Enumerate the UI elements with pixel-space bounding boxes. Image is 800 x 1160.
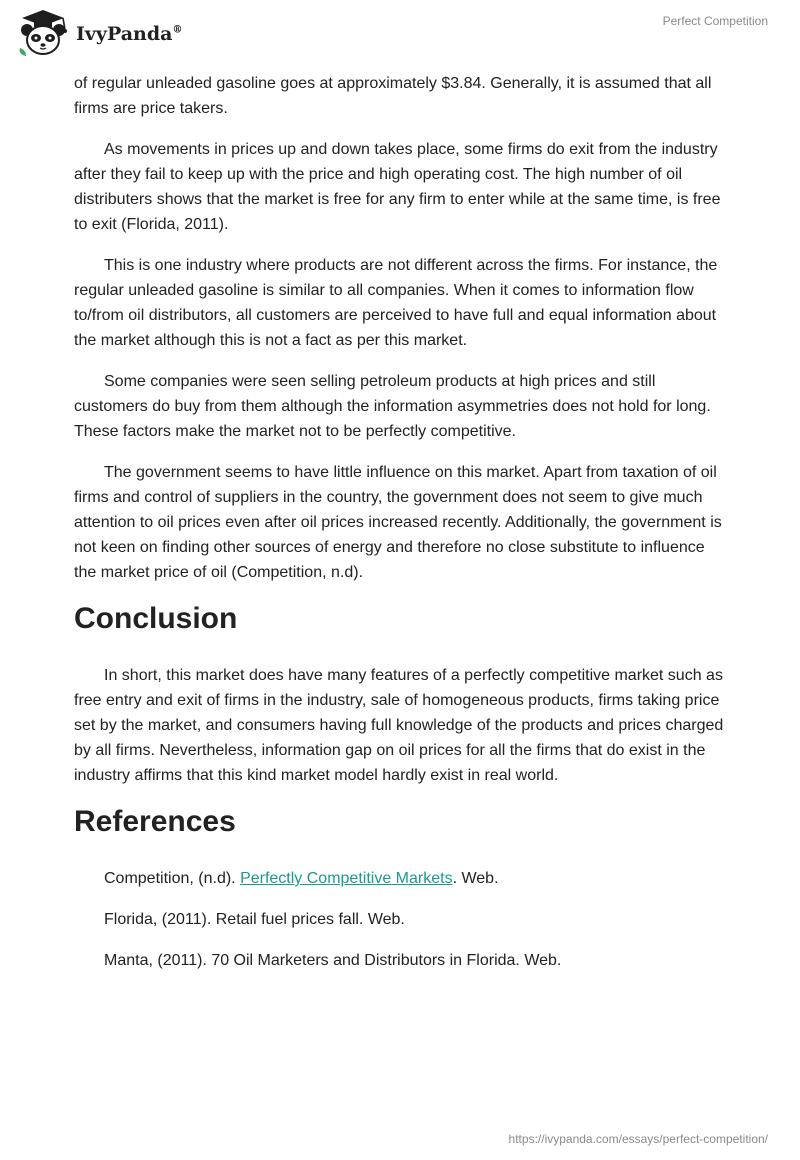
references-list [74,866,724,973]
paragraph: Some companies were seen selling petroleum products at high prices and still customers do buy from them although the information asymmetries does not hold for long. These factors make the market not to be perfectly competitive. [74,373,711,440]
reference-item: Competition, (n.d). Perfectly Competitive Markets. Web. [104,870,499,887]
paragraph: As movements in prices up and down takes place, some firms do exit from the industry after they fail to keep up with the price and high operating cost. The high number of oil distributers shows that the market is free for any firm to enter while at the same time, is free to exit (Florida, 2011). [74,141,721,233]
page-header [0,0,800,70]
paragraph: The government seems to have little influence on this market. Apart from taxation of oil firms and control of suppliers in the country, the government does not seem to give much attention to oil prices even after oil prices increased recently. Additionally, the government is not keen on finding other sources of energy and therefore no close substitute to influence the market price of oil (Competition, n.d). [74,464,722,581]
reference-item: Florida, (2011). Retail fuel prices fall. Web. [104,911,405,928]
paragraph: of regular unleaded gasoline goes at approximately $3.84. Generally, it is assumed that all firms are price takers. [74,75,712,117]
conclusion-paragraph: In short, this market does have many features of a perfectly competitive market such as free entry and exit of firms in the industry, sale of homogeneous products, firms taking price set by the market, and consumers having full knowledge of the products and prices charged by all firms. Nevertheless, information gap on oil prices for all the firms that do exist in the industry affirms that this kind market model hardly exist in real world. [74,667,724,784]
essay-content [74,71,724,989]
reference-link-perfectly-competitive-markets[interactable]: Perfectly Competitive Markets [240,870,453,887]
panda-graduate-icon [14,8,72,58]
document-title: Perfect Competition [662,14,768,28]
paragraph: This is one industry where products are not different across the firms. For instance, the regular unleaded gasoline is similar to all companies. When it comes to information flow to/from oil distributors, all customers are perceived to have full and equal information about the market although this is not a fact as per this market. [74,257,718,349]
logo-text: IvyPanda® [76,23,183,45]
source-url[interactable]: https://ivypanda.com/essays/perfect-competition/ [508,1132,768,1146]
references-heading: References [74,805,236,838]
reference-item: Manta, (2011). 70 Oil Marketers and Distributors in Florida. Web. [104,952,562,969]
ivypanda-logo[interactable] [14,8,182,58]
conclusion-heading: Conclusion [74,602,238,635]
